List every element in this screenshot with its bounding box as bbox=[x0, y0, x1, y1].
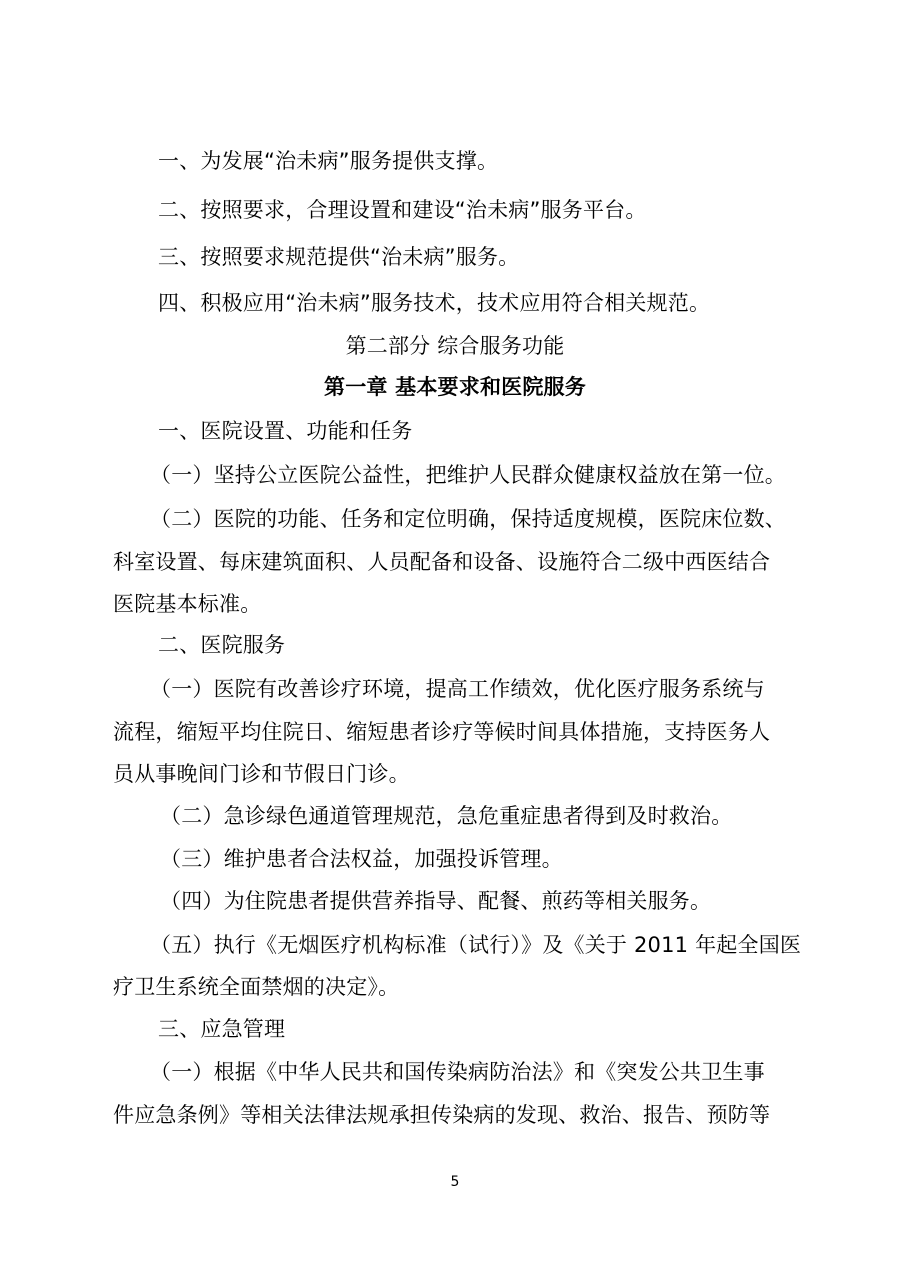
paragraph-section-a-4: 四、积极应用“治未病”服务技术，技术应用符合相关规范。 bbox=[158, 291, 711, 315]
emergency-item-1-line-1: （一）根据《中华人民共和国传染病防治法》和《突发公共卫生事 bbox=[150, 1060, 765, 1084]
hospital-service-item-3: （三）维护患者合法权益，加强投诉管理。 bbox=[160, 847, 563, 871]
paragraph-section-a-1: 一、为发展“治未病”服务提供支撑。 bbox=[158, 149, 499, 173]
hospital-service-item-1-line-2: 流程，缩短平均住院日、缩短患者诊疗等候时间具体措施，支持医务人 bbox=[113, 720, 771, 744]
hospital-setup-item-1: （一）坚持公立医院公益性，把维护人民群众健康权益放在第一位。 bbox=[150, 463, 786, 487]
paragraph-section-a-2: 二、按照要求，合理设置和建设“治未病”服务平台。 bbox=[158, 198, 647, 222]
hospital-setup-item-2-line-2: 科室设置、每床建筑面积、人员配备和设备、设施符合二级中西医结合 bbox=[113, 550, 771, 574]
chapter-title: 第一章 基本要求和医院服务 bbox=[324, 375, 586, 399]
hospital-setup-item-2-line-1: （二）医院的功能、任务和定位明确，保持适度规模，医院床位数、 bbox=[150, 507, 786, 531]
paragraph-section-a-3: 三、按照要求规范提供“治未病”服务。 bbox=[158, 245, 520, 269]
part-title: 第二部分 综合服务功能 bbox=[345, 334, 565, 358]
page-number: 5 bbox=[450, 1174, 460, 1190]
hospital-setup-item-2-line-3: 医院基本标准。 bbox=[113, 592, 262, 616]
emergency-heading: 三、应急管理 bbox=[158, 1017, 286, 1041]
emergency-item-1-line-2: 件应急条例》等相关法律法规承担传染病的发现、救治、报告、预防等 bbox=[113, 1103, 771, 1127]
hospital-service-item-5-line-1: （五）执行《无烟医疗机构标准（试行）》及《关于 2011 年起全国医 bbox=[150, 933, 802, 957]
hospital-service-item-1-line-3: 员从事晚间门诊和节假日门诊。 bbox=[113, 762, 410, 786]
hospital-service-item-4: （四）为住院患者提供营养指导、配餐、煎药等相关服务。 bbox=[160, 889, 712, 913]
hospital-service-item-1-line-1: （一）医院有改善诊疗环境，提高工作绩效，优化医疗服务系统与 bbox=[150, 677, 765, 701]
hospital-service-heading: 二、医院服务 bbox=[158, 633, 286, 657]
hospital-service-item-5-line-2: 疗卫生系统全面禁烟的决定》。 bbox=[113, 975, 400, 999]
hospital-service-item-2: （二）急诊绿色通道管理规范，急危重症患者得到及时救治。 bbox=[160, 804, 733, 828]
hospital-setup-heading: 一、医院设置、功能和任务 bbox=[158, 419, 413, 443]
